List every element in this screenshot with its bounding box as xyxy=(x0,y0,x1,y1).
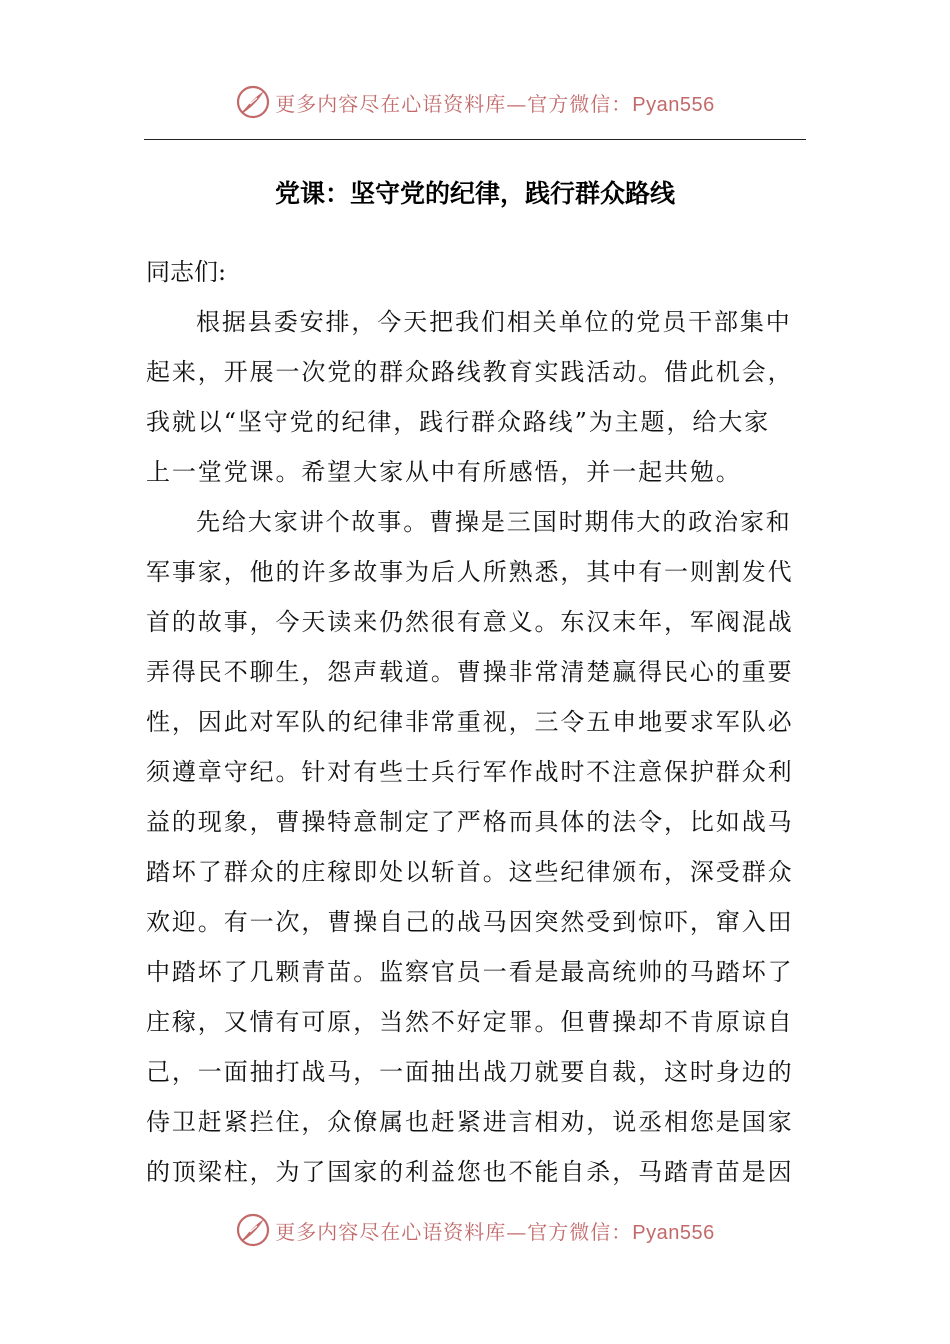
text-line: 欢迎。有一次，曹操自己的战马因突然受到惊吓，窜入田 xyxy=(146,908,794,936)
text-line: 中踏坏了几颗青苗。监察官员一看是最高统帅的马踏坏了 xyxy=(146,958,794,986)
text-line: 军事家，他的许多故事为后人所熟悉，其中有一则割发代 xyxy=(146,558,794,586)
text-line: 己，一面抽打战马，一面抽出战刀就要自裁，这时身边的 xyxy=(146,1058,794,1086)
paragraph-1 xyxy=(146,297,806,497)
quill-pen-logo-icon xyxy=(235,84,271,120)
text-line: 起来，开展一次党的群众路线教育实践活动。借此机会， xyxy=(146,358,794,386)
paragraph-2 xyxy=(146,497,806,1197)
watermark-handle: Pyan556 xyxy=(632,93,715,116)
text-line: 踏坏了群众的庄稼即处以斩首。这些纪律颁布，深受群众 xyxy=(146,858,794,886)
text-line: 首的故事，今天读来仍然很有意义。东汉末年，军阀混战 xyxy=(146,608,794,636)
document-body xyxy=(146,247,806,1197)
text-line: 性，因此对军队的纪律非常重视，三令五申地要求军队必 xyxy=(146,708,794,736)
text-line: 上一堂党课。希望大家从中有所感悟，并一起共勉。 xyxy=(146,458,742,486)
watermark-text: 更多内容尽在心语资料库—官方微信：Pyan556 xyxy=(275,91,715,116)
watermark-handle: Pyan556 xyxy=(632,1221,715,1244)
text-line: 的顶梁柱，为了国家的利益您也不能自杀，马踏青苗是因 xyxy=(146,1158,794,1186)
header-watermark xyxy=(0,82,950,122)
text-line: 我就以“坚守党的纪律，践行群众路线”为主题，给大家 xyxy=(146,408,771,436)
text-line: 益的现象，曹操特意制定了严格而具体的法令，比如战马 xyxy=(146,808,794,836)
text-line: 弄得民不聊生，怨声载道。曹操非常清楚赢得民心的重要 xyxy=(146,658,794,686)
quill-pen-logo-icon xyxy=(235,1212,271,1248)
footer-watermark xyxy=(0,1210,950,1250)
watermark-text: 更多内容尽在心语资料库—官方微信：Pyan556 xyxy=(275,1219,715,1244)
text-line: 先给大家讲个故事。曹操是三国时期伟大的政治家和 xyxy=(196,508,792,536)
text-line: 侍卫赶紧拦住，众僚属也赶紧进言相劝，说丞相您是国家 xyxy=(146,1108,794,1136)
text-line: 庄稼，又情有可原，当然不好定罪。但曹操却不肯原谅自 xyxy=(146,1008,794,1036)
document-title: 党课：坚守党的纪律，践行群众路线 xyxy=(274,179,675,208)
salutation: 同志们: xyxy=(146,258,227,286)
header-divider xyxy=(144,139,806,140)
text-line: 根据县委安排，今天把我们相关单位的党员干部集中 xyxy=(196,308,792,336)
text-line: 须遵章守纪。针对有些士兵行军作战时不注意保护群众利 xyxy=(146,758,794,786)
